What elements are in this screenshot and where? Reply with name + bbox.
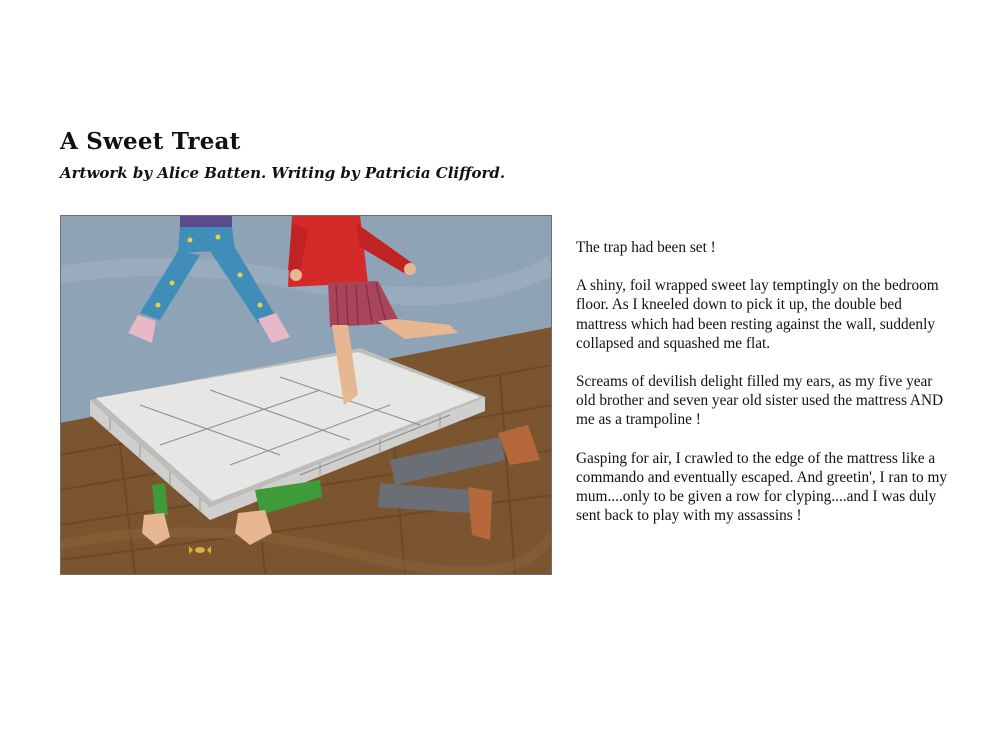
story-paragraph-2: A shiny, foil wrapped sweet lay temptingly on the bedroom floor. As I kneeled down to pick it up, the double bed mattress which had been resting against the wall, suddenly collapsed and squashed me flat. xyxy=(576,277,939,352)
page-title: A Sweet Treat xyxy=(60,128,241,155)
illustration xyxy=(60,215,552,575)
story-paragraph-1: The trap had been set ! xyxy=(576,239,716,256)
byline: Artwork by Alice Batten. Writing by Patricia Clifford. xyxy=(60,164,506,182)
story-paragraph-4: Gasping for air, I crawled to the edge of the mattress like a commando and eventually escaped. And greetin', I ran to my mum....only to be given a row for clyping....and I was duly sent back to play with my assassins ! xyxy=(576,449,948,525)
story-paragraph-3: Screams of devilish delight filled my ears, as my five year old brother and seven year old sister used the mattress AND me as a trampoline ! xyxy=(576,373,944,429)
story-text xyxy=(576,238,948,544)
